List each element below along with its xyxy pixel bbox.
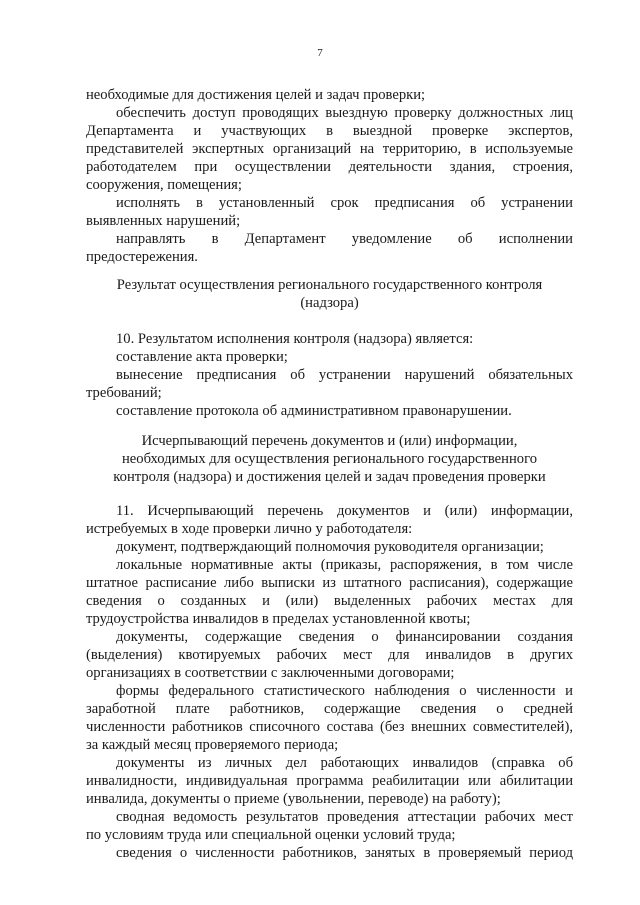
text-line: инвалидности, индивидуальная программа реабилитации или абилитации (86, 773, 573, 789)
text-line: 11. Исчерпывающий перечень документов и (или) информации, (116, 503, 573, 519)
text-line: документы из личных дел работающих инвалидов (справка об (116, 755, 573, 771)
text-line: организациях в соответствии с заключенными договорами; (86, 665, 455, 681)
text-line: трудоустройства инвалидов в пределах установленной квоты; (86, 611, 471, 627)
text-line: работодателем при осуществлении деятельности здания, строения, (86, 159, 573, 175)
text-line: за каждый месяц проверяемого периода; (86, 737, 339, 753)
heading-line: (надзора) (300, 295, 359, 311)
text-line: вынесение предписания об устранении нарушений обязательных (116, 367, 573, 383)
text-line: сооружения, помещения; (86, 177, 242, 193)
text-line: исполнять в установленный срок предписания об устранении (116, 195, 573, 211)
text-line: штатное расписание либо выписки из штатного расписания), содержащие (86, 575, 573, 591)
paragraph-11 (86, 502, 573, 862)
text-line: обеспечить доступ проводящих выездную проверку должностных лиц (116, 105, 573, 121)
heading-line: контроля (надзора) и достижения целей и задач проведения проверки (113, 469, 546, 485)
text-line: инвалида, документы о приеме (увольнении, переводе) на работу); (86, 791, 501, 807)
text-line: документ, подтверждающий полномочия руководителя организации; (116, 539, 544, 555)
text-line: составление протокола об административном правонарушении. (116, 403, 512, 419)
text-line: сведения о численности работников, занятых в проверяемый период (116, 845, 573, 861)
heading-line: Результат осуществления регионального государственного контроля (116, 277, 543, 293)
page-number: 7 (317, 47, 323, 59)
text-line: заработной плате работников, содержащие сведения о средней (86, 701, 573, 717)
text-line: сведения о созданных и (или) выделенных рабочих местах для (86, 593, 573, 609)
text-line: истребуемых в ходе проверки лично у работодателя: (86, 521, 413, 537)
text-line: формы федерального статистического наблюдения о численности и (116, 683, 573, 699)
text-line: локальные нормативные акты (приказы, распоряжения, в том числе (116, 557, 573, 573)
text-line: предостережения. (86, 249, 198, 265)
section-heading-result (86, 276, 573, 312)
text-line: сводная ведомость результатов проведения аттестации рабочих мест (116, 809, 573, 825)
text-line: требований; (86, 385, 162, 401)
text-line: по условиям труда или специальной оценки условий труда; (86, 827, 456, 843)
text-line: необходимые для достижения целей и задач проверки; (86, 87, 426, 103)
heading-line: необходимых для осуществления регионального государственного (122, 451, 537, 467)
obligations-continued (86, 86, 573, 266)
text-line: Департамента и участвующих в выездной проверке экспертов, (86, 123, 573, 139)
paragraph-10 (86, 330, 573, 420)
text-line: 10. Результатом исполнения контроля (надзора) является: (116, 331, 474, 347)
text-line: (выделения) квотируемых рабочих мест для инвалидов в других (86, 647, 573, 663)
section-heading-documents (86, 432, 573, 486)
text-line: численности работников списочного состава (без внешних совместителей), (86, 719, 573, 735)
text-line: направлять в Департамент уведомление об исполнении (116, 231, 573, 247)
heading-line: Исчерпывающий перечень документов и (или) информации, (141, 433, 518, 449)
text-line: выявленных нарушений; (86, 213, 241, 229)
text-line: составление акта проверки; (116, 349, 288, 365)
text-line: документы, содержащие сведения о финансировании создания (116, 629, 573, 645)
text-line: представителей экспертных организаций на территорию, в используемые (86, 141, 573, 157)
